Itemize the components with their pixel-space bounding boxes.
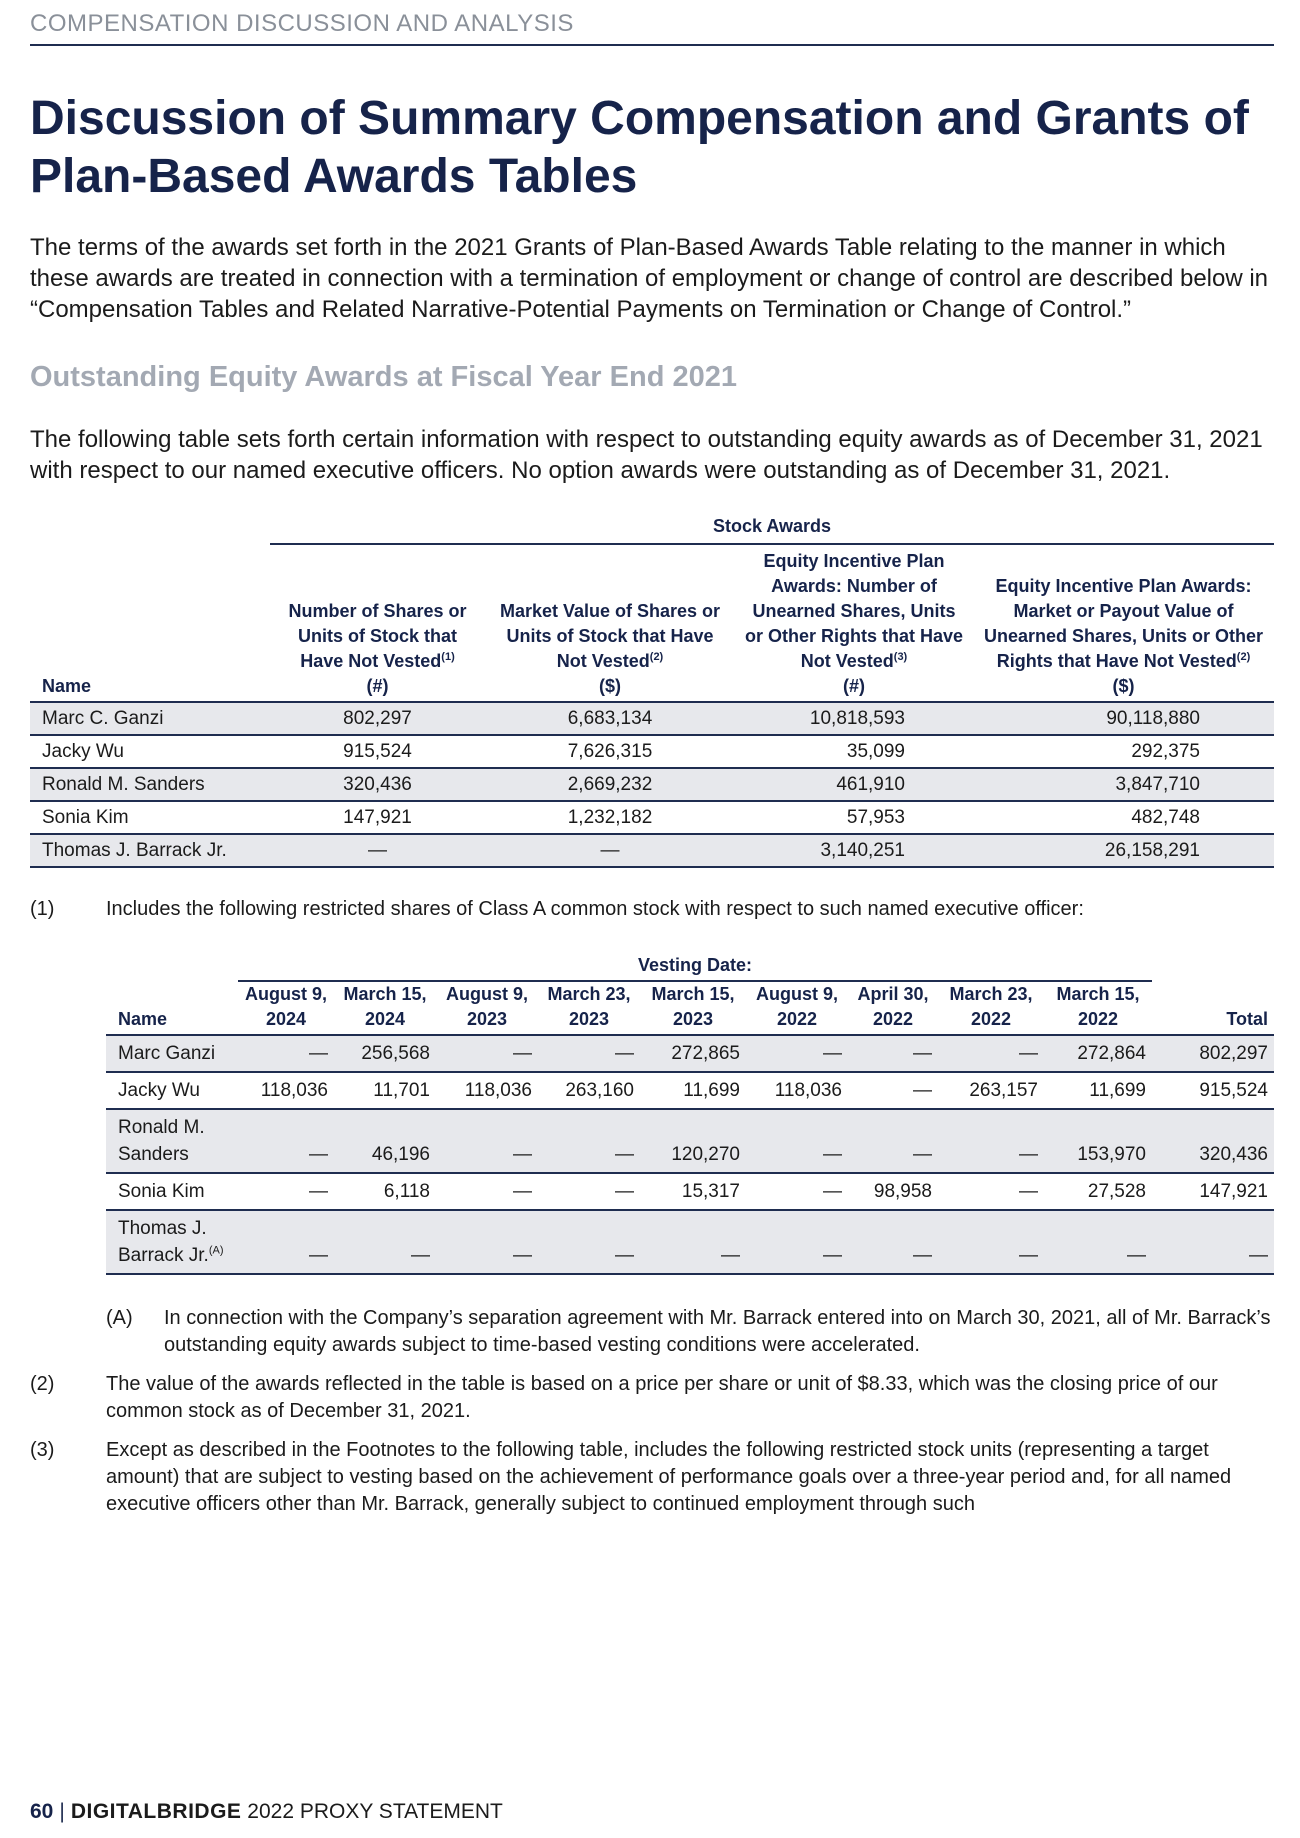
cell-value: 27,528	[1044, 1173, 1152, 1210]
cell-value: 7,626,315	[485, 735, 735, 768]
footnote-text: Except as described in the Footnotes to the following table, includes the following restricted stock units (representing a target amount) that are subject to vesting based on the achievement of performance goals over a three-year period and, for all named executive officers other than Mr. Barrack, generally subject to continued employment through such	[106, 1439, 1232, 1515]
footnote-text: In connection with the Company’s separation agreement with Mr. Barrack entered into on March 30, 2021, all of Mr. Barrack’s outstanding equity awards subject to time-based vesting conditions were accelerated.	[164, 1307, 1271, 1356]
cell-value: 11,701	[334, 1072, 436, 1109]
cell-value: 2,669,232	[485, 768, 735, 801]
vesting-date-group-header: Vesting Date:	[238, 953, 1152, 981]
footnote-number: (2)	[30, 1373, 55, 1395]
cell-value: 263,157	[938, 1072, 1044, 1109]
cell-value: 11,699	[1044, 1072, 1152, 1109]
cell-value: 98,958	[848, 1173, 938, 1210]
cell-value: 118,036	[238, 1072, 334, 1109]
cell-value: —	[938, 1109, 1044, 1173]
cell-value: —	[746, 1210, 848, 1274]
footnote-number: (1)	[30, 898, 55, 920]
section-heading: Outstanding Equity Awards at Fiscal Year End 2021	[30, 361, 737, 393]
cell-value: 3,140,251	[735, 834, 973, 867]
cell-value: 256,568	[334, 1035, 436, 1072]
cell-value: —	[538, 1210, 640, 1274]
outstanding-awards-table	[30, 514, 1274, 868]
table-row	[30, 768, 1274, 801]
col-header-date: March 15, 2024	[334, 981, 436, 1035]
cell-name: Jacky Wu	[30, 735, 270, 768]
cell-value: —	[238, 1210, 334, 1274]
footnote-2	[30, 1371, 1274, 1425]
footnote-text: The value of the awards reflected in the table is based on a price per share or unit of $8.33, which was the closing price of our common stock as of December 31, 2021.	[106, 1373, 1218, 1422]
table-row	[30, 834, 1274, 867]
col-header-unearned-shares: Equity Incentive Plan Awards: Number of Unearned Shares, Units or Other Rights that Have Not Vested$^{(3)}$ (#)	[735, 544, 973, 702]
table-row	[30, 702, 1274, 735]
cell-value: —	[485, 834, 735, 867]
cell-value: 6,683,134	[485, 702, 735, 735]
col-header-name: Name	[106, 981, 238, 1035]
cell-value: —	[238, 1173, 334, 1210]
table-row	[106, 1173, 1274, 1210]
cell-value: —	[848, 1035, 938, 1072]
cell-value: 35,099	[735, 735, 973, 768]
page-title: Discussion of Summary Compensation and Grants of Plan-Based Awards Tables	[30, 92, 1249, 203]
page	[30, 0, 1274, 1518]
page-footer	[30, 1800, 503, 1824]
table-row	[30, 735, 1274, 768]
cell-value: 26,158,291	[973, 834, 1274, 867]
cell-value: —	[334, 1210, 436, 1274]
table-row	[106, 1109, 1274, 1173]
cell-value: —	[848, 1210, 938, 1274]
cell-value: 10,818,593	[735, 702, 973, 735]
col-header-date: March 23, 2023	[538, 981, 640, 1035]
running-head: COMPENSATION DISCUSSION AND ANALYSIS	[30, 10, 1274, 46]
cell-value: 1,232,182	[485, 801, 735, 834]
cell-value: 120,270	[640, 1109, 746, 1173]
cell-name: Marc C. Ganzi	[30, 702, 270, 735]
cell-value: —	[538, 1173, 640, 1210]
lead-paragraph: The terms of the awards set forth in the 2021 Grants of Plan-Based Awards Table relating to the manner in which these awards are treated in connection with a termination of employment or change of control are described below in “Compensation Tables and Related Narrative-Potential Payments on Termination or Change of Control.”	[30, 234, 1269, 323]
table-row	[106, 1210, 1274, 1274]
cell-value: 292,375	[973, 735, 1274, 768]
col-header-unvested-shares: Number of Shares or Units of Stock that Have Not Vested$^{(1)}$ (#)	[270, 544, 485, 702]
cell-value: —	[436, 1210, 538, 1274]
stock-awards-group-header: Stock Awards	[270, 514, 1274, 544]
table-row	[30, 801, 1274, 834]
cell-value: 802,297	[270, 702, 485, 735]
cell-value: 915,524	[270, 735, 485, 768]
col-header-date: April 30, 2022	[848, 981, 938, 1035]
page-number: 60	[30, 1800, 54, 1823]
cell-value: —	[1152, 1210, 1274, 1274]
company-name: DIGITALBRIDGE	[70, 1800, 242, 1823]
col-header-total: Total	[1152, 981, 1274, 1035]
cell-value: 461,910	[735, 768, 973, 801]
cell-value: —	[746, 1173, 848, 1210]
cell-value: —	[848, 1109, 938, 1173]
cell-value: 320,436	[1152, 1109, 1274, 1173]
cell-name: Ronald M. Sanders	[106, 1109, 238, 1173]
cell-value: 915,524	[1152, 1072, 1274, 1109]
footer-separator: |	[59, 1800, 65, 1823]
cell-value: —	[938, 1035, 1044, 1072]
footnote-1	[30, 896, 1274, 923]
vesting-table	[106, 953, 1274, 1275]
footnote-a	[106, 1305, 1274, 1359]
cell-value: —	[746, 1035, 848, 1072]
cell-value: 320,436	[270, 768, 485, 801]
cell-value: 46,196	[334, 1109, 436, 1173]
cell-value: 147,921	[270, 801, 485, 834]
cell-value: —	[538, 1035, 640, 1072]
cell-value: —	[938, 1210, 1044, 1274]
footnote-number: (A)	[106, 1307, 133, 1329]
cell-value: —	[270, 834, 485, 867]
col-header-name: Name	[30, 544, 270, 702]
cell-value: —	[938, 1173, 1044, 1210]
col-header-date: March 15, 2023	[640, 981, 746, 1035]
cell-value: —	[1044, 1210, 1152, 1274]
col-header-date: August 9, 2022	[746, 981, 848, 1035]
cell-value: —	[538, 1109, 640, 1173]
cell-value: 118,036	[746, 1072, 848, 1109]
col-header-market-value: Market Value of Shares or Units of Stock that Have Not Vested$^{(2)}$ ($)	[485, 544, 735, 702]
col-header-date: March 23, 2022	[938, 981, 1044, 1035]
cell-value: 482,748	[973, 801, 1274, 834]
cell-value: 57,953	[735, 801, 973, 834]
col-header-date: August 9, 2024	[238, 981, 334, 1035]
cell-name: Ronald M. Sanders	[30, 768, 270, 801]
cell-name: Thomas J. Barrack Jr.	[30, 834, 270, 867]
cell-value: 153,970	[1044, 1109, 1152, 1173]
cell-value: 147,921	[1152, 1173, 1274, 1210]
cell-value: —	[746, 1109, 848, 1173]
cell-value: —	[848, 1072, 938, 1109]
cell-value: 15,317	[640, 1173, 746, 1210]
footnote-text: Includes the following restricted shares of Class A common stock with respect to such named executive officer:	[106, 898, 1084, 920]
section-intro: The following table sets forth certain information with respect to outstanding equity awards as of December 31, 2021 with respect to our named executive officers. No option awards were outstanding as of December 31, 2021.	[30, 426, 1263, 484]
cell-name: Marc Ganzi	[106, 1035, 238, 1072]
cell-value: —	[640, 1210, 746, 1274]
cell-name: Jacky Wu	[106, 1072, 238, 1109]
col-header-date: August 9, 2023	[436, 981, 538, 1035]
cell-name: Sonia Kim	[106, 1173, 238, 1210]
footnote-3	[30, 1437, 1274, 1518]
table-row	[106, 1035, 1274, 1072]
col-header-date: March 15, 2022	[1044, 981, 1152, 1035]
cell-value: 272,865	[640, 1035, 746, 1072]
cell-value: 118,036	[436, 1072, 538, 1109]
cell-value: —	[238, 1109, 334, 1173]
cell-value: 6,118	[334, 1173, 436, 1210]
cell-value: —	[238, 1035, 334, 1072]
table-row	[106, 1072, 1274, 1109]
cell-value: —	[436, 1109, 538, 1173]
cell-value: 263,160	[538, 1072, 640, 1109]
cell-value: 3,847,710	[973, 768, 1274, 801]
col-header-payout-value: Equity Incentive Plan Awards: Market or Payout Value of Unearned Shares, Units or Other Rights that Have Not Vested$^{(2)}$ ($)	[973, 544, 1274, 702]
footnote-number: (3)	[30, 1439, 55, 1461]
cell-value: —	[436, 1035, 538, 1072]
cell-value: 90,118,880	[973, 702, 1274, 735]
cell-name: Thomas J. Barrack Jr.$^{(A)}$	[106, 1210, 238, 1274]
document-name: 2022 PROXY STATEMENT	[247, 1800, 503, 1823]
cell-value: 272,864	[1044, 1035, 1152, 1072]
cell-name: Sonia Kim	[30, 801, 270, 834]
cell-value: 802,297	[1152, 1035, 1274, 1072]
cell-value: —	[436, 1173, 538, 1210]
cell-value: 11,699	[640, 1072, 746, 1109]
